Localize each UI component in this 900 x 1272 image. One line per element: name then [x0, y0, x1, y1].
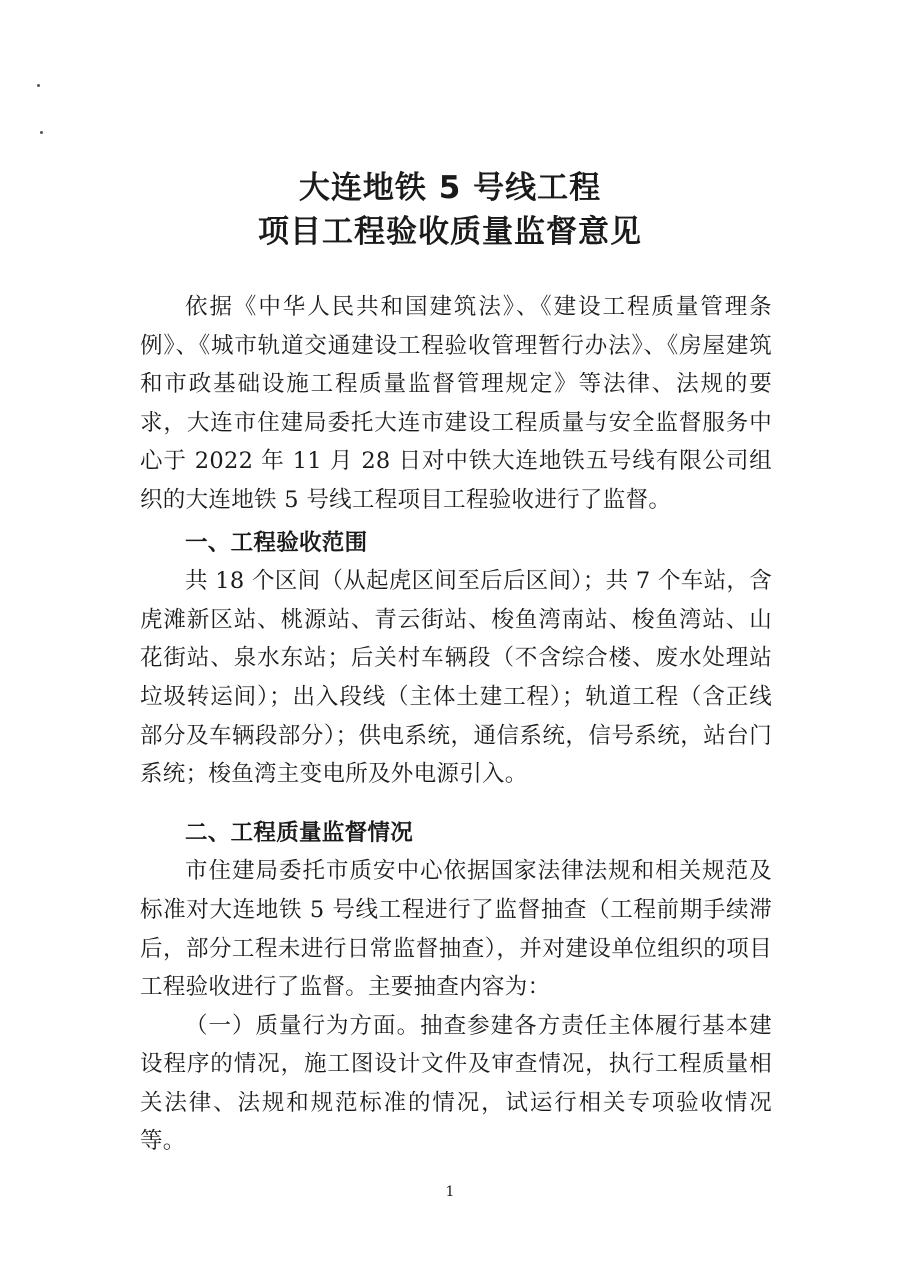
- section-1-heading: 一、工程验收范围: [185, 529, 368, 556]
- scan-speck: [40, 131, 43, 134]
- document-title-line-2: 项目工程验收质量监督意见: [258, 214, 642, 250]
- section-2-paragraph: 市住建局委托市质安中心依据国家法律法规和相关规范及标准对大连地铁 5 号线工程进行了监督抽查（工程前期手续滞后，部分工程未进行日常监督抽查），并对建设单位组织的项目工程验收进行了监督。主要抽查内容为：: [140, 858, 772, 1001]
- section-2-heading: 二、工程质量监督情况: [185, 819, 414, 846]
- document-body: [140, 288, 772, 1161]
- section-1-paragraph: 共 18 个区间（从起虎区间至后后区间）；共 7 个车站，含虎滩新区站、桃源站、青云街站、梭鱼湾南站、梭鱼湾站、山花街站、泉水东站；后关村车辆段（不含综合楼、废水处理站垃圾转运间）；出入段线（主体土建工程）；轨道工程（含正线部分及车辆段部分）；供电系统，通信系统，信号系统，站台门系统；梭鱼湾主变电所及外电源引入。: [140, 568, 772, 788]
- page-number: 1: [445, 1184, 455, 1200]
- scan-speck: [37, 84, 40, 87]
- document-title-line-1: 大连地铁 5 号线工程: [298, 170, 602, 206]
- item-1-paragraph: （一）质量行为方面。抽查参建各方责任主体履行基本建设程序的情况，施工图设计文件及审查情况，执行工程质量相关法律、法规和规范标准的情况，试运行相关专项验收情况等。: [140, 1012, 772, 1155]
- intro-paragraph: 依据《中华人民共和国建筑法》、《建设工程质量管理条例》、《城市轨道交通建设工程验收管理暂行办法》、《房屋建筑和市政基础设施工程质量监督管理规定》等法律、法规的要求，大连市住建局委托大连市建设工程质量与安全监督服务中心于 2022 年 11 月 28 日对中铁大连地铁五号线有限公司组织的大连地铁 5 号线工程项目工程验收进行了监督。: [140, 294, 772, 513]
